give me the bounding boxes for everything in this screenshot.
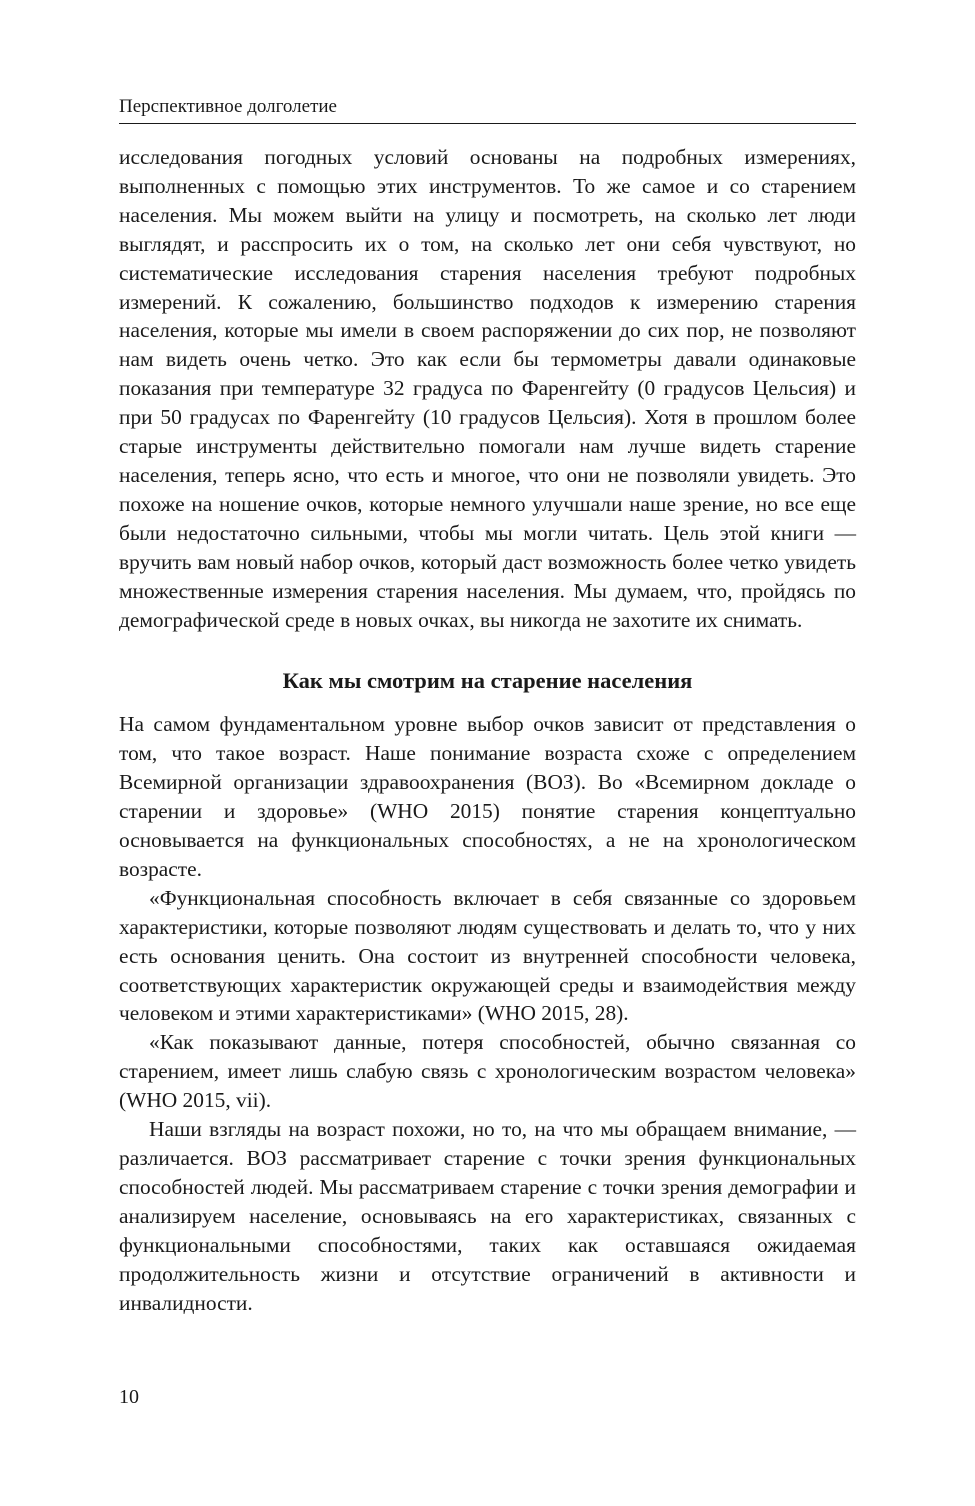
paragraph-intro: На самом фундаментальном уровне выбор очков зависит от представления о том, что такое возраст. Наше понимание возраста схоже с определением Всемирной организации здравоохранения (ВОЗ). Во «Всемирном докладе о старении и здоровье» (WHO 2015) понятие старения концептуально основывается на функциональных способностях, а не на хронологическом возрасте. <box>119 712 856 881</box>
page-number: 10 <box>119 1386 139 1408</box>
body-text <box>119 143 856 1317</box>
paragraph-continued: исследования погодных условий основаны на подробных измерениях, выполненных с помощью этих инструментов. То же самое и со старением населения. Мы можем выйти на улицу и посмотреть, на сколько лет люди выглядят, и расспросить их о том, на сколько лет они себя чувствуют, но систематические исследования старения населения требуют подробных измерений. К сожалению, большинство подходов к измерению старения населения, которые мы имели в своем распоряжении до сих пор, не позволяют нам видеть очень четко. Это как если бы термометры давали одинаковые показания при температуре 32 градуса по Фаренгейту (0 градусов Цельсия) и при 50 градусах по Фаренгейту (10 градусов Цельсия). Хотя в прошлом более старые инструменты действительно помогали нам лучше видеть старение населения, теперь ясно, что есть и многое, что они не позволяли увидеть. Это похоже на ношение очков, которые немного улучшали наше зрение, но все еще были недостаточно сильными, чтобы мы могли читать. Цель этой книги — вручить вам новый набор очков, который даст возможность более четко увидеть множественные измерения старения населения. Мы думаем, что, пройдясь по демографической среде в новых очках, вы никогда не захотите их снимать. <box>119 145 856 632</box>
quote-loss-of-ability: «Как показывают данные, потеря способностей, обычно связанная со старением, имеет лишь слабую связь с хронологическим возрастом человека» (WHO 2015, vii). <box>119 1030 856 1113</box>
section-heading: Как мы смотрим на старение населения <box>282 668 693 694</box>
quote-functional-ability: «Функциональная способность включает в себя связанные со здоровьем характеристики, которые позволяют людям существовать и делать то, что у них есть основания ценить. Она состоит из внутренней способности человека, соответствующих характеристик окружающей среды и взаимодействия между человеком и этими характеристиками» (WHO 2015, 28). <box>119 885 856 1026</box>
paragraph-our-views: Наши взгляды на возраст похожи, но то, на что мы обращаем внимание, — различается. ВОЗ рассматривает старение с точки зрения функциональных способностей людей. Мы рассматриваем старение с точки зрения демографии и анализируем население, основываясь на его характеристиках, связанных с функциональными способностями, таких как оставшаяся ожидаемая продолжительность жизни и отсутствие ограничений в активности и инвалидности. <box>119 1117 856 1315</box>
running-header: Перспективное долголетие <box>119 94 856 124</box>
